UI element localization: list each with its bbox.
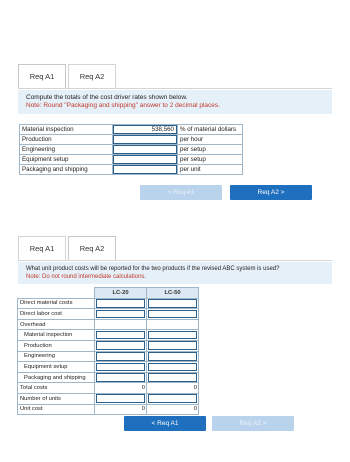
instruction-text: Compute the totals of the cost driver rates shown below. xyxy=(26,94,188,101)
tab-divider xyxy=(18,260,332,261)
table-row xyxy=(20,135,243,145)
instruction-box xyxy=(18,262,332,284)
tab-req-a2[interactable] xyxy=(68,64,116,88)
unit-label: per hour xyxy=(178,135,243,145)
instruction-note: Note: Do not round intermediate calculations. xyxy=(26,274,147,280)
rate-input-cell xyxy=(113,165,178,175)
table-row xyxy=(20,155,243,165)
rate-input-cell xyxy=(113,145,178,155)
value-input[interactable] xyxy=(148,394,197,403)
value-input[interactable] xyxy=(96,310,145,319)
value-cell xyxy=(95,309,147,320)
table-header-row xyxy=(18,288,199,299)
table-row xyxy=(20,165,243,175)
rate-input-cell xyxy=(113,125,178,135)
value-cell xyxy=(95,340,147,351)
row-label: Packaging and shipping xyxy=(18,372,95,383)
prev-req-a1-button[interactable]: < Req A1 xyxy=(124,416,206,431)
rate-input[interactable]: 538,560 xyxy=(113,125,177,134)
value-cell xyxy=(95,372,147,383)
table-row xyxy=(18,319,199,330)
row-label: Overhead xyxy=(18,319,95,330)
tab-req-a1[interactable] xyxy=(18,236,66,260)
table-row xyxy=(18,372,199,383)
instruction-text: What unit product costs will be reported for the two products if the revised ABC system is used? xyxy=(26,266,280,272)
unit-label: per unit xyxy=(178,165,243,175)
column-header: LC-20 xyxy=(95,288,147,299)
value-input[interactable] xyxy=(96,331,145,340)
unit-cost-value: 0 xyxy=(95,404,147,415)
value-cell xyxy=(95,298,147,309)
value-input[interactable] xyxy=(148,310,197,319)
value-input[interactable] xyxy=(148,352,197,361)
row-label: Equipment setup xyxy=(18,362,95,373)
row-label: Material inspection xyxy=(20,125,113,135)
row-label: Direct labor cost xyxy=(18,309,95,320)
total-value: 0 xyxy=(95,383,147,394)
tab-label: Req A1 xyxy=(29,72,55,81)
unit-label: per setup xyxy=(178,145,243,155)
row-label: Production xyxy=(20,135,113,145)
part1-tabbar xyxy=(18,64,116,88)
value-input[interactable] xyxy=(96,352,145,361)
value-cell xyxy=(147,330,199,341)
rate-input-cell xyxy=(113,155,178,165)
row-label: Packaging and shipping xyxy=(20,165,113,175)
value-cell xyxy=(147,309,199,320)
next-req-a2-button[interactable]: Req A2 > xyxy=(212,416,294,431)
value-input[interactable] xyxy=(96,299,145,308)
tab-req-a2[interactable] xyxy=(68,236,116,260)
total-value: 0 xyxy=(147,383,199,394)
tab-label: Req A1 xyxy=(29,244,55,253)
part2-tabbar xyxy=(18,236,116,260)
value-input[interactable] xyxy=(148,373,197,382)
value-input[interactable] xyxy=(96,394,145,403)
value-cell xyxy=(147,393,199,404)
value-cell xyxy=(95,351,147,362)
rate-input[interactable] xyxy=(113,155,177,164)
value-input[interactable] xyxy=(148,331,197,340)
value-input[interactable] xyxy=(96,373,145,382)
value-cell xyxy=(95,330,147,341)
unit-product-cost-table xyxy=(17,287,199,415)
value-input[interactable] xyxy=(148,299,197,308)
unit-cost-value: 0 xyxy=(147,404,199,415)
table-row xyxy=(20,125,243,135)
rate-input[interactable] xyxy=(113,135,177,144)
table-row xyxy=(18,351,199,362)
value-cell xyxy=(147,340,199,351)
value-cell xyxy=(147,319,199,330)
column-header: LC-50 xyxy=(147,288,199,299)
value-input[interactable] xyxy=(148,341,197,350)
row-label: Engineering xyxy=(20,145,113,155)
value-cell xyxy=(147,372,199,383)
rate-input[interactable] xyxy=(113,145,177,154)
row-label: Equipment setup xyxy=(20,155,113,165)
row-label: Number of units xyxy=(18,393,95,404)
unit-label: per setup xyxy=(178,155,243,165)
table-row xyxy=(18,383,199,394)
value-cell xyxy=(147,362,199,373)
table-row xyxy=(18,309,199,320)
table-row xyxy=(18,340,199,351)
table-row xyxy=(18,404,199,415)
value-input[interactable] xyxy=(96,363,145,372)
cost-driver-rates-table xyxy=(19,124,243,175)
rate-input[interactable] xyxy=(113,165,177,174)
instruction-box xyxy=(18,90,332,114)
table-row xyxy=(20,145,243,155)
row-label: Direct material costs xyxy=(18,298,95,309)
value-cell xyxy=(147,351,199,362)
unit-label: % of material dollars xyxy=(178,125,243,135)
rate-input-cell xyxy=(113,135,178,145)
row-label: Engineering xyxy=(18,351,95,362)
table-row xyxy=(18,393,199,404)
table-row xyxy=(18,362,199,373)
tab-divider xyxy=(18,88,332,89)
value-input[interactable] xyxy=(96,341,145,350)
value-cell xyxy=(95,319,147,330)
tab-req-a1[interactable] xyxy=(18,64,66,88)
row-label: Material inspection xyxy=(18,330,95,341)
tab-label: Req A2 xyxy=(79,72,105,81)
next-req-a2-button[interactable]: Req A2 > xyxy=(230,185,312,200)
row-label: Total costs xyxy=(18,383,95,394)
table-row xyxy=(18,298,199,309)
row-label: Unit cost xyxy=(18,404,95,415)
value-input[interactable] xyxy=(148,363,197,372)
tab-label: Req A2 xyxy=(79,244,105,253)
value-cell xyxy=(95,393,147,404)
value-cell xyxy=(95,362,147,373)
instruction-note: Note: Round "Packaging and shipping" answer to 2 decimal places. xyxy=(26,102,220,109)
header-blank xyxy=(18,288,95,299)
value-cell xyxy=(147,298,199,309)
prev-req-a1-button[interactable]: < Req A1 xyxy=(140,185,222,200)
row-label: Production xyxy=(18,340,95,351)
table-row xyxy=(18,330,199,341)
